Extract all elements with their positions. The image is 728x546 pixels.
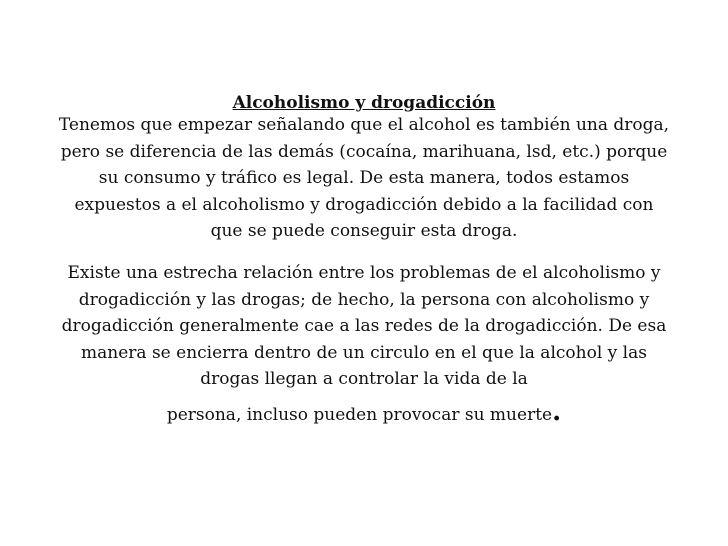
document-title: Alcoholismo y drogadicción	[232, 93, 496, 113]
paragraph-intro: Tenemos que empezar señalando que el alcohol es también una droga, pero se diferencia de las demás (cocaína, marihuana, lsd, etc.) porque su consumo y tráfico es legal. De esta manera, todos estamos expuestos a el alcoholismo y drogadicción debido a la facilidad con que se puede conseguir esta droga.	[58, 115, 670, 241]
final-period: .	[552, 397, 562, 427]
paragraph-conclusion-text: persona, incluso pueden provocar su muerte	[166, 405, 553, 425]
paragraph-relation: Existe una estrecha relación entre los problemas de el alcoholismo y drogadicción y las drogas; de hecho, la persona con alcoholismo y drogadicción generalmente cae a las redes de la drogadicción. De esa manera se encierra dentro de un circulo en el que la alcohol y las drogas llegan a controlar la vida de la	[61, 263, 667, 389]
paragraph-conclusion	[58, 397, 670, 430]
